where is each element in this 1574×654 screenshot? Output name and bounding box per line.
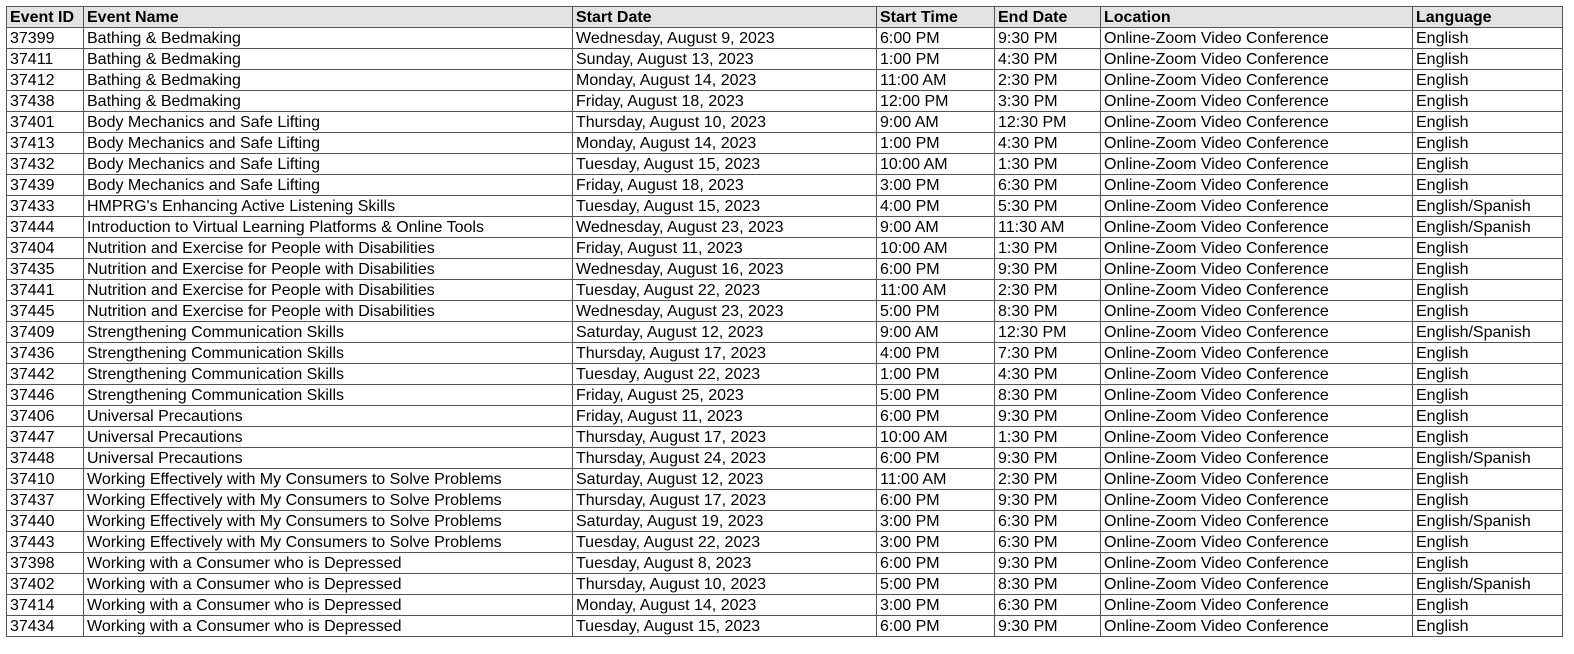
table-row	[7, 343, 1563, 364]
start-date-cell: Monday, August 14, 2023	[573, 595, 877, 616]
language-cell: English/Spanish	[1413, 511, 1563, 532]
table-row	[7, 532, 1563, 553]
end-date-cell: 9:30 PM	[995, 406, 1101, 427]
event-name-cell: Working Effectively with My Consumers to Solve Problems	[84, 532, 573, 553]
end-date-cell: 4:30 PM	[995, 133, 1101, 154]
column-header-start-date: Start Date	[573, 7, 877, 28]
start-time-cell: 9:00 AM	[877, 112, 995, 133]
table-row	[7, 280, 1563, 301]
start-date-cell: Wednesday, August 16, 2023	[573, 259, 877, 280]
event-id-cell: 37448	[7, 448, 84, 469]
start-date-cell: Thursday, August 10, 2023	[573, 574, 877, 595]
end-date-cell: 9:30 PM	[995, 616, 1101, 637]
table-row	[7, 595, 1563, 616]
event-name-cell: Working with a Consumer who is Depressed	[84, 616, 573, 637]
location-cell: Online-Zoom Video Conference	[1101, 469, 1413, 490]
column-header-end-date: End Date	[995, 7, 1101, 28]
language-cell: English	[1413, 49, 1563, 70]
start-time-cell: 10:00 AM	[877, 427, 995, 448]
end-date-cell: 2:30 PM	[995, 280, 1101, 301]
start-time-cell: 10:00 AM	[877, 154, 995, 175]
start-date-cell: Thursday, August 10, 2023	[573, 112, 877, 133]
start-time-cell: 11:00 AM	[877, 280, 995, 301]
location-cell: Online-Zoom Video Conference	[1101, 427, 1413, 448]
table-row	[7, 574, 1563, 595]
start-date-cell: Thursday, August 17, 2023	[573, 490, 877, 511]
event-id-cell: 37410	[7, 469, 84, 490]
event-id-cell: 37399	[7, 28, 84, 49]
event-id-cell: 37401	[7, 112, 84, 133]
table-row	[7, 133, 1563, 154]
end-date-cell: 6:30 PM	[995, 511, 1101, 532]
language-cell: English	[1413, 385, 1563, 406]
end-date-cell: 9:30 PM	[995, 259, 1101, 280]
event-name-cell: Strengthening Communication Skills	[84, 322, 573, 343]
location-cell: Online-Zoom Video Conference	[1101, 553, 1413, 574]
location-cell: Online-Zoom Video Conference	[1101, 196, 1413, 217]
start-time-cell: 1:00 PM	[877, 133, 995, 154]
language-cell: English	[1413, 133, 1563, 154]
end-date-cell: 6:30 PM	[995, 595, 1101, 616]
event-id-cell: 37402	[7, 574, 84, 595]
location-cell: Online-Zoom Video Conference	[1101, 217, 1413, 238]
start-time-cell: 11:00 AM	[877, 70, 995, 91]
event-id-cell: 37404	[7, 238, 84, 259]
location-cell: Online-Zoom Video Conference	[1101, 532, 1413, 553]
language-cell: English	[1413, 259, 1563, 280]
event-id-cell: 37442	[7, 364, 84, 385]
start-time-cell: 5:00 PM	[877, 574, 995, 595]
end-date-cell: 12:30 PM	[995, 322, 1101, 343]
language-cell: English	[1413, 280, 1563, 301]
event-id-cell: 37434	[7, 616, 84, 637]
table-row	[7, 238, 1563, 259]
language-cell: English	[1413, 301, 1563, 322]
language-cell: English	[1413, 70, 1563, 91]
event-name-cell: HMPRG's Enhancing Active Listening Skills	[84, 196, 573, 217]
start-time-cell: 5:00 PM	[877, 385, 995, 406]
start-time-cell: 3:00 PM	[877, 511, 995, 532]
location-cell: Online-Zoom Video Conference	[1101, 238, 1413, 259]
language-cell: English	[1413, 427, 1563, 448]
column-header-event-name: Event Name	[84, 7, 573, 28]
start-time-cell: 3:00 PM	[877, 175, 995, 196]
event-name-cell: Body Mechanics and Safe Lifting	[84, 175, 573, 196]
start-date-cell: Friday, August 18, 2023	[573, 175, 877, 196]
event-name-cell: Strengthening Communication Skills	[84, 343, 573, 364]
language-cell: English	[1413, 154, 1563, 175]
event-id-cell: 37443	[7, 532, 84, 553]
location-cell: Online-Zoom Video Conference	[1101, 91, 1413, 112]
location-cell: Online-Zoom Video Conference	[1101, 343, 1413, 364]
start-date-cell: Friday, August 11, 2023	[573, 406, 877, 427]
event-name-cell: Universal Precautions	[84, 448, 573, 469]
location-cell: Online-Zoom Video Conference	[1101, 448, 1413, 469]
location-cell: Online-Zoom Video Conference	[1101, 595, 1413, 616]
end-date-cell: 1:30 PM	[995, 427, 1101, 448]
event-name-cell: Bathing & Bedmaking	[84, 91, 573, 112]
event-name-cell: Bathing & Bedmaking	[84, 49, 573, 70]
end-date-cell: 9:30 PM	[995, 448, 1101, 469]
table-row	[7, 427, 1563, 448]
table-row	[7, 511, 1563, 532]
start-time-cell: 6:00 PM	[877, 406, 995, 427]
start-date-cell: Saturday, August 19, 2023	[573, 511, 877, 532]
event-id-cell: 37445	[7, 301, 84, 322]
start-time-cell: 4:00 PM	[877, 196, 995, 217]
table-row	[7, 301, 1563, 322]
start-date-cell: Thursday, August 24, 2023	[573, 448, 877, 469]
event-name-cell: Working with a Consumer who is Depressed	[84, 595, 573, 616]
event-name-cell: Bathing & Bedmaking	[84, 70, 573, 91]
event-id-cell: 37433	[7, 196, 84, 217]
language-cell: English	[1413, 238, 1563, 259]
end-date-cell: 6:30 PM	[995, 175, 1101, 196]
start-time-cell: 6:00 PM	[877, 259, 995, 280]
column-header-start-time: Start Time	[877, 7, 995, 28]
event-id-cell: 37437	[7, 490, 84, 511]
start-date-cell: Saturday, August 12, 2023	[573, 322, 877, 343]
start-date-cell: Tuesday, August 8, 2023	[573, 553, 877, 574]
start-date-cell: Wednesday, August 23, 2023	[573, 217, 877, 238]
table-row	[7, 28, 1563, 49]
start-date-cell: Wednesday, August 9, 2023	[573, 28, 877, 49]
table-row	[7, 154, 1563, 175]
header-row	[7, 7, 1563, 28]
table-row	[7, 49, 1563, 70]
start-date-cell: Saturday, August 12, 2023	[573, 469, 877, 490]
end-date-cell: 5:30 PM	[995, 196, 1101, 217]
language-cell: English/Spanish	[1413, 217, 1563, 238]
start-time-cell: 3:00 PM	[877, 532, 995, 553]
start-time-cell: 9:00 AM	[877, 217, 995, 238]
end-date-cell: 4:30 PM	[995, 364, 1101, 385]
language-cell: English/Spanish	[1413, 196, 1563, 217]
table-row	[7, 259, 1563, 280]
language-cell: English	[1413, 364, 1563, 385]
start-date-cell: Thursday, August 17, 2023	[573, 427, 877, 448]
event-name-cell: Strengthening Communication Skills	[84, 364, 573, 385]
event-name-cell: Introduction to Virtual Learning Platforms & Online Tools	[84, 217, 573, 238]
end-date-cell: 8:30 PM	[995, 301, 1101, 322]
location-cell: Online-Zoom Video Conference	[1101, 406, 1413, 427]
end-date-cell: 4:30 PM	[995, 49, 1101, 70]
end-date-cell: 9:30 PM	[995, 553, 1101, 574]
language-cell: English/Spanish	[1413, 448, 1563, 469]
end-date-cell: 7:30 PM	[995, 343, 1101, 364]
language-cell: English	[1413, 532, 1563, 553]
event-name-cell: Body Mechanics and Safe Lifting	[84, 154, 573, 175]
table-row	[7, 364, 1563, 385]
event-name-cell: Universal Precautions	[84, 406, 573, 427]
event-id-cell: 37438	[7, 91, 84, 112]
event-schedule-table	[6, 6, 1563, 637]
end-date-cell: 8:30 PM	[995, 385, 1101, 406]
location-cell: Online-Zoom Video Conference	[1101, 511, 1413, 532]
event-id-cell: 37436	[7, 343, 84, 364]
end-date-cell: 11:30 AM	[995, 217, 1101, 238]
event-id-cell: 37435	[7, 259, 84, 280]
event-name-cell: Nutrition and Exercise for People with Disabilities	[84, 301, 573, 322]
event-id-cell: 37432	[7, 154, 84, 175]
end-date-cell: 6:30 PM	[995, 532, 1101, 553]
start-date-cell: Monday, August 14, 2023	[573, 133, 877, 154]
language-cell: English	[1413, 91, 1563, 112]
end-date-cell: 9:30 PM	[995, 28, 1101, 49]
table-body	[7, 28, 1563, 637]
table-row	[7, 553, 1563, 574]
location-cell: Online-Zoom Video Conference	[1101, 490, 1413, 511]
end-date-cell: 2:30 PM	[995, 70, 1101, 91]
language-cell: English	[1413, 469, 1563, 490]
event-id-cell: 37411	[7, 49, 84, 70]
start-date-cell: Friday, August 25, 2023	[573, 385, 877, 406]
language-cell: English	[1413, 28, 1563, 49]
location-cell: Online-Zoom Video Conference	[1101, 280, 1413, 301]
location-cell: Online-Zoom Video Conference	[1101, 49, 1413, 70]
start-date-cell: Wednesday, August 23, 2023	[573, 301, 877, 322]
event-id-cell: 37413	[7, 133, 84, 154]
table-row	[7, 490, 1563, 511]
table-row	[7, 322, 1563, 343]
start-time-cell: 9:00 AM	[877, 322, 995, 343]
event-name-cell: Bathing & Bedmaking	[84, 28, 573, 49]
location-cell: Online-Zoom Video Conference	[1101, 616, 1413, 637]
start-time-cell: 1:00 PM	[877, 364, 995, 385]
location-cell: Online-Zoom Video Conference	[1101, 154, 1413, 175]
table-row	[7, 385, 1563, 406]
location-cell: Online-Zoom Video Conference	[1101, 28, 1413, 49]
start-time-cell: 3:00 PM	[877, 595, 995, 616]
table-row	[7, 196, 1563, 217]
start-time-cell: 5:00 PM	[877, 301, 995, 322]
language-cell: English	[1413, 175, 1563, 196]
start-time-cell: 11:00 AM	[877, 469, 995, 490]
table-row	[7, 217, 1563, 238]
column-header-language: Language	[1413, 7, 1563, 28]
event-id-cell: 37406	[7, 406, 84, 427]
language-cell: English	[1413, 343, 1563, 364]
start-time-cell: 1:00 PM	[877, 49, 995, 70]
table-row	[7, 112, 1563, 133]
start-date-cell: Monday, August 14, 2023	[573, 70, 877, 91]
language-cell: English	[1413, 553, 1563, 574]
start-time-cell: 4:00 PM	[877, 343, 995, 364]
event-name-cell: Working Effectively with My Consumers to Solve Problems	[84, 511, 573, 532]
table-row	[7, 70, 1563, 91]
event-id-cell: 37440	[7, 511, 84, 532]
table-row	[7, 175, 1563, 196]
event-id-cell: 37439	[7, 175, 84, 196]
start-time-cell: 6:00 PM	[877, 28, 995, 49]
end-date-cell: 1:30 PM	[995, 154, 1101, 175]
start-date-cell: Friday, August 18, 2023	[573, 91, 877, 112]
location-cell: Online-Zoom Video Conference	[1101, 259, 1413, 280]
event-name-cell: Body Mechanics and Safe Lifting	[84, 133, 573, 154]
language-cell: English/Spanish	[1413, 322, 1563, 343]
end-date-cell: 1:30 PM	[995, 238, 1101, 259]
end-date-cell: 2:30 PM	[995, 469, 1101, 490]
table-row	[7, 469, 1563, 490]
start-time-cell: 10:00 AM	[877, 238, 995, 259]
start-date-cell: Friday, August 11, 2023	[573, 238, 877, 259]
event-name-cell: Nutrition and Exercise for People with Disabilities	[84, 238, 573, 259]
start-time-cell: 6:00 PM	[877, 616, 995, 637]
event-name-cell: Working with a Consumer who is Depressed	[84, 574, 573, 595]
location-cell: Online-Zoom Video Conference	[1101, 175, 1413, 196]
language-cell: English	[1413, 595, 1563, 616]
start-time-cell: 6:00 PM	[877, 553, 995, 574]
start-date-cell: Tuesday, August 15, 2023	[573, 616, 877, 637]
column-header-location: Location	[1101, 7, 1413, 28]
table-row	[7, 91, 1563, 112]
location-cell: Online-Zoom Video Conference	[1101, 322, 1413, 343]
start-date-cell: Tuesday, August 22, 2023	[573, 364, 877, 385]
start-time-cell: 6:00 PM	[877, 490, 995, 511]
end-date-cell: 8:30 PM	[995, 574, 1101, 595]
start-date-cell: Tuesday, August 22, 2023	[573, 532, 877, 553]
location-cell: Online-Zoom Video Conference	[1101, 364, 1413, 385]
event-name-cell: Nutrition and Exercise for People with Disabilities	[84, 259, 573, 280]
event-name-cell: Working with a Consumer who is Depressed	[84, 553, 573, 574]
language-cell: English	[1413, 112, 1563, 133]
start-date-cell: Tuesday, August 15, 2023	[573, 196, 877, 217]
end-date-cell: 9:30 PM	[995, 490, 1101, 511]
event-id-cell: 37412	[7, 70, 84, 91]
column-header-event-id: Event ID	[7, 7, 84, 28]
event-id-cell: 37441	[7, 280, 84, 301]
table-row	[7, 406, 1563, 427]
event-name-cell: Working Effectively with My Consumers to Solve Problems	[84, 490, 573, 511]
end-date-cell: 3:30 PM	[995, 91, 1101, 112]
table-row	[7, 616, 1563, 637]
event-id-cell: 37409	[7, 322, 84, 343]
event-id-cell: 37414	[7, 595, 84, 616]
start-time-cell: 6:00 PM	[877, 448, 995, 469]
event-name-cell: Body Mechanics and Safe Lifting	[84, 112, 573, 133]
language-cell: English	[1413, 490, 1563, 511]
language-cell: English	[1413, 406, 1563, 427]
start-time-cell: 12:00 PM	[877, 91, 995, 112]
start-date-cell: Sunday, August 13, 2023	[573, 49, 877, 70]
event-name-cell: Nutrition and Exercise for People with Disabilities	[84, 280, 573, 301]
event-name-cell: Universal Precautions	[84, 427, 573, 448]
end-date-cell: 12:30 PM	[995, 112, 1101, 133]
location-cell: Online-Zoom Video Conference	[1101, 112, 1413, 133]
event-id-cell: 37447	[7, 427, 84, 448]
location-cell: Online-Zoom Video Conference	[1101, 301, 1413, 322]
start-date-cell: Tuesday, August 22, 2023	[573, 280, 877, 301]
event-id-cell: 37446	[7, 385, 84, 406]
start-date-cell: Tuesday, August 15, 2023	[573, 154, 877, 175]
location-cell: Online-Zoom Video Conference	[1101, 574, 1413, 595]
event-id-cell: 37398	[7, 553, 84, 574]
location-cell: Online-Zoom Video Conference	[1101, 385, 1413, 406]
location-cell: Online-Zoom Video Conference	[1101, 133, 1413, 154]
language-cell: English	[1413, 616, 1563, 637]
event-id-cell: 37444	[7, 217, 84, 238]
start-date-cell: Thursday, August 17, 2023	[573, 343, 877, 364]
event-name-cell: Strengthening Communication Skills	[84, 385, 573, 406]
table-row	[7, 448, 1563, 469]
language-cell: English/Spanish	[1413, 574, 1563, 595]
event-name-cell: Working Effectively with My Consumers to Solve Problems	[84, 469, 573, 490]
location-cell: Online-Zoom Video Conference	[1101, 70, 1413, 91]
